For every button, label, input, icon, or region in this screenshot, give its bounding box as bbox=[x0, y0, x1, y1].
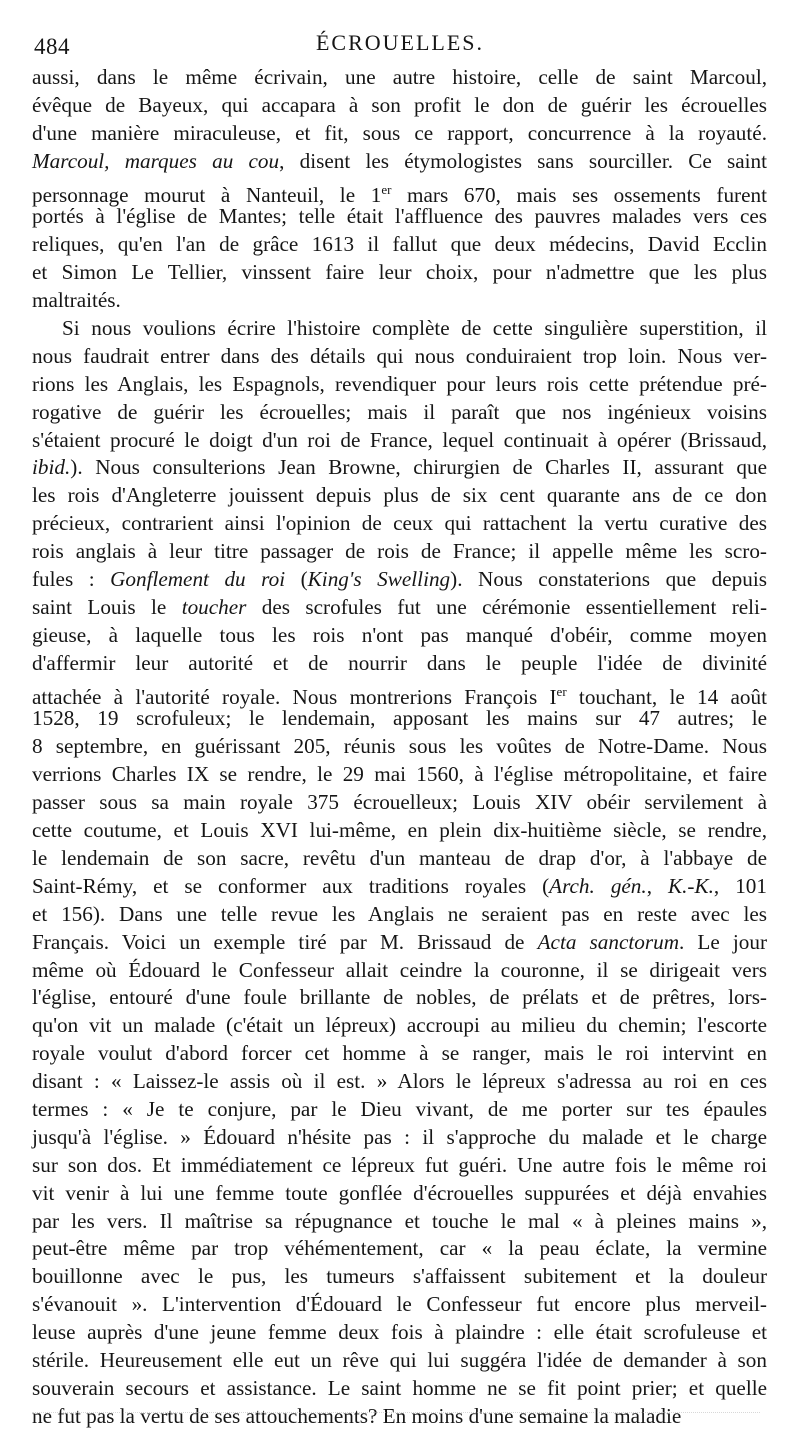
text-run: jusqu'à l'église. » Édouard n'hésite pas : il s'approche du malade et le charge bbox=[32, 1124, 767, 1149]
text-run: termes : « Je te conjure, par le Dieu vivant, de me porter sur tes épaules bbox=[32, 1096, 767, 1121]
text-line bbox=[32, 1347, 767, 1375]
text-line bbox=[32, 957, 767, 985]
text-line bbox=[32, 622, 767, 650]
running-title: ÉCROUELLES. bbox=[315, 30, 485, 55]
italic-run: Marcoul, marques au cou bbox=[32, 148, 280, 173]
text-run: et 156). Dans une telle revue les Anglais ne seraient pas en reste avec les bbox=[32, 901, 767, 926]
italic-run: ibid. bbox=[32, 455, 71, 480]
text-line bbox=[32, 120, 767, 148]
text-line bbox=[32, 901, 767, 929]
text-line bbox=[32, 64, 767, 92]
text-run: Si nous voulions écrire l'histoire complète de cette singulière superstition, il bbox=[62, 316, 767, 341]
text-line bbox=[32, 315, 767, 343]
text-line bbox=[32, 1375, 767, 1403]
superscript: er bbox=[556, 683, 567, 699]
text-run: saint Louis le bbox=[32, 594, 182, 619]
text-run: . Le jour bbox=[679, 929, 767, 954]
text-run: fules : bbox=[32, 567, 111, 592]
text-run: cette coutume, et Louis XVI lui-même, en plein dix-huitième siècle, se rendre, bbox=[32, 818, 767, 843]
text-run: rogative de guérir les écrouelles; mais il paraît que nos ingénieux voisins bbox=[32, 399, 767, 424]
text-run: , bbox=[646, 873, 668, 898]
text-line bbox=[32, 399, 767, 427]
text-run: 8 septembre, en guérissant 205, réunis sous les voûtes de Notre-Dame. Nous bbox=[32, 734, 767, 759]
text-run: , 101 bbox=[713, 873, 767, 898]
text-run: touchant, le 14 août bbox=[566, 684, 767, 709]
text-line bbox=[32, 678, 767, 709]
text-run: passer sous sa main royale 375 écrouelleux; Louis XIV obéir servilement à bbox=[32, 790, 767, 815]
text-run: ne fut pas la vertu de ses attouchements? En moins d'une semaine la maladie bbox=[32, 1403, 682, 1428]
text-run: s'étaient procuré le doigt d'un roi de France, lequel continuait à opérer (Brissaud, bbox=[32, 427, 767, 452]
text-run: verrions Charles IX se rendre, le 29 mai 1560, à l'église métropolitaine, et faire bbox=[32, 762, 767, 787]
text-run: personnage mourut à Nanteuil, le 1 bbox=[32, 182, 382, 207]
text-line bbox=[32, 1319, 767, 1347]
text-run: 1528, 19 scrofuleux; le lendemain, apposant les mains sur 47 autres; le bbox=[32, 706, 767, 731]
text-run: s'évanouit ». L'intervention d'Édouard le Confesseur fut encore plus merveil- bbox=[32, 1292, 767, 1317]
text-run: qu'on vit un malade (c'était un lépreux) accroupi au milieu du chemin; l'escorte bbox=[32, 1013, 767, 1038]
text-run: évêque de Bayeux, qui accapara à son profit le don de guérir les écrouelles bbox=[32, 92, 767, 117]
text-line bbox=[32, 1291, 767, 1319]
text-run: ). Nous consulterions Jean Browne, chirurgien de Charles II, assurant que bbox=[70, 455, 767, 480]
text-run: , disent les étymologistes sans sourciller. Ce saint bbox=[279, 148, 768, 173]
text-line bbox=[32, 817, 767, 845]
text-line bbox=[32, 287, 767, 315]
text-run: gieuse, à laquelle tous les rois n'ont pas manqué d'obéir, comme moyen bbox=[32, 622, 767, 647]
text-run: aussi, dans le même écrivain, une autre histoire, celle de saint Marcoul, bbox=[32, 65, 767, 89]
text-line bbox=[32, 482, 767, 510]
text-run: précieux, contrarient ainsi l'opinion de ceux qui rattachent la vertu curative des bbox=[32, 511, 767, 536]
text-run: Saint-Rémy, et se conformer aux traditions royales ( bbox=[32, 873, 550, 898]
superscript: er bbox=[381, 181, 392, 197]
text-line bbox=[32, 566, 767, 594]
text-line bbox=[32, 371, 767, 399]
text-run: attachée à l'autorité royale. Nous montrerions François I bbox=[32, 684, 557, 709]
text-line bbox=[32, 984, 767, 1012]
text-run: mars 670, mais ses ossements furent bbox=[391, 182, 767, 207]
text-line bbox=[32, 343, 767, 371]
text-line bbox=[32, 1263, 767, 1291]
text-line bbox=[32, 733, 767, 761]
text-line bbox=[32, 510, 767, 538]
text-run: disant : « Laissez-le assis où il est. » Alors le lépreux s'adressa au roi en ces bbox=[32, 1069, 767, 1094]
text-run: nous faudrait entrer dans des détails qui nous conduiraient trop loin. Nous ver- bbox=[32, 343, 767, 368]
italic-run: Arch. gén. bbox=[549, 873, 647, 898]
text-run: rions les Anglais, les Espagnols, revendiquer pour leurs rois cette prétendue pré- bbox=[32, 371, 767, 396]
text-line bbox=[32, 538, 767, 566]
text-run: d'affermir leur autorité et de nourrir dans le peuple l'idée de divinité bbox=[32, 650, 767, 675]
text-line bbox=[32, 594, 767, 622]
text-line bbox=[32, 1235, 767, 1263]
text-line bbox=[32, 148, 767, 176]
text-line bbox=[32, 1124, 767, 1152]
text-run: royale voulut d'abord forcer cet homme à se ranger, mais le roi intervint en bbox=[32, 1041, 767, 1066]
text-run: peut-être même par trop véhémentement, car « la peau éclate, la vermine bbox=[32, 1236, 767, 1261]
text-line bbox=[32, 454, 767, 482]
text-run: leuse auprès d'une jeune femme deux fois à plaindre : elle était scrofuleuse et bbox=[32, 1320, 767, 1345]
italic-run: King's Swelling bbox=[307, 567, 451, 592]
page-number: 484 bbox=[34, 34, 70, 59]
italic-run: K.-K. bbox=[668, 873, 714, 898]
text-run: même où Édouard le Confesseur allait ceindre la couronne, il se dirigeait vers bbox=[32, 957, 767, 982]
text-run: ). Nous constaterions que depuis bbox=[450, 567, 767, 592]
body-text bbox=[32, 64, 767, 1431]
text-run: souverain secours et assistance. Le saint homme ne se fit point prier; et quelle bbox=[32, 1375, 767, 1400]
text-line bbox=[32, 1180, 767, 1208]
text-line bbox=[32, 176, 767, 207]
text-line bbox=[32, 650, 767, 678]
text-run: maltraités. bbox=[32, 288, 121, 313]
text-run: stérile. Heureusement elle eut un rêve qui lui suggéra l'idée de demander à son bbox=[32, 1347, 767, 1372]
text-run: Français. Voici un exemple tiré par M. Brissaud de bbox=[32, 929, 538, 954]
text-run: et Simon Le Tellier, vinssent faire leur choix, pour n'admettre que les plus bbox=[32, 260, 767, 285]
text-line bbox=[32, 259, 767, 287]
text-run: les rois d'Angleterre jouissent depuis plus de six cent quarante ans de ce don bbox=[32, 483, 767, 508]
text-line bbox=[32, 231, 767, 259]
text-run: sur son dos. Et immédiatement ce lépreux fut guéri. Une autre fois le même roi bbox=[32, 1152, 767, 1177]
text-line bbox=[32, 705, 767, 733]
text-line bbox=[32, 929, 767, 957]
text-line bbox=[32, 1152, 767, 1180]
italic-run: Acta sanctorum bbox=[537, 929, 679, 954]
text-line bbox=[32, 789, 767, 817]
text-run: d'une manière miraculeuse, et fit, sous ce rapport, concurrence à la royauté. bbox=[32, 120, 767, 145]
text-run: ( bbox=[285, 567, 308, 592]
bottom-margin-marks bbox=[32, 1412, 760, 1421]
text-line bbox=[32, 1208, 767, 1236]
text-run: bouillonne avec le pus, les tumeurs s'affaissent subitement et la douleur bbox=[32, 1264, 767, 1289]
text-run: le lendemain de son sacre, revêtu d'un manteau de drap d'or, à l'abbaye de bbox=[32, 845, 767, 870]
text-run: rois anglais à leur titre passager de rois de France; il appelle même les scro- bbox=[32, 539, 767, 564]
page-header bbox=[32, 26, 768, 60]
text-run: portés à l'église de Mantes; telle était l'affluence des pauvres malades vers ces bbox=[32, 204, 767, 229]
text-run: reliques, qu'en l'an de grâce 1613 il fallut que deux médecins, David Ecclin bbox=[32, 232, 767, 257]
text-line bbox=[32, 203, 767, 231]
text-run: vit venir à lui une femme toute gonflée d'écrouelles suppurées et déjà envahies bbox=[32, 1180, 767, 1205]
text-line bbox=[32, 845, 767, 873]
italic-run: Gonflement du roi bbox=[110, 567, 286, 592]
italic-run: toucher bbox=[181, 594, 247, 619]
text-run: l'église, entouré d'une foule brillante de nobles, de prélats et de prêtres, lors- bbox=[32, 985, 767, 1010]
text-run: des scrofules fut une cérémonie essentiellement reli- bbox=[246, 594, 767, 619]
text-line bbox=[32, 427, 767, 455]
text-line bbox=[32, 1096, 767, 1124]
text-line bbox=[32, 1012, 767, 1040]
text-line bbox=[32, 1068, 767, 1096]
text-run: par les vers. Il maîtrise sa répugnance et touche le mal « à pleines mains », bbox=[32, 1208, 767, 1233]
text-line bbox=[32, 761, 767, 789]
text-line bbox=[32, 873, 767, 901]
text-line bbox=[32, 1040, 767, 1068]
text-line bbox=[32, 92, 767, 120]
